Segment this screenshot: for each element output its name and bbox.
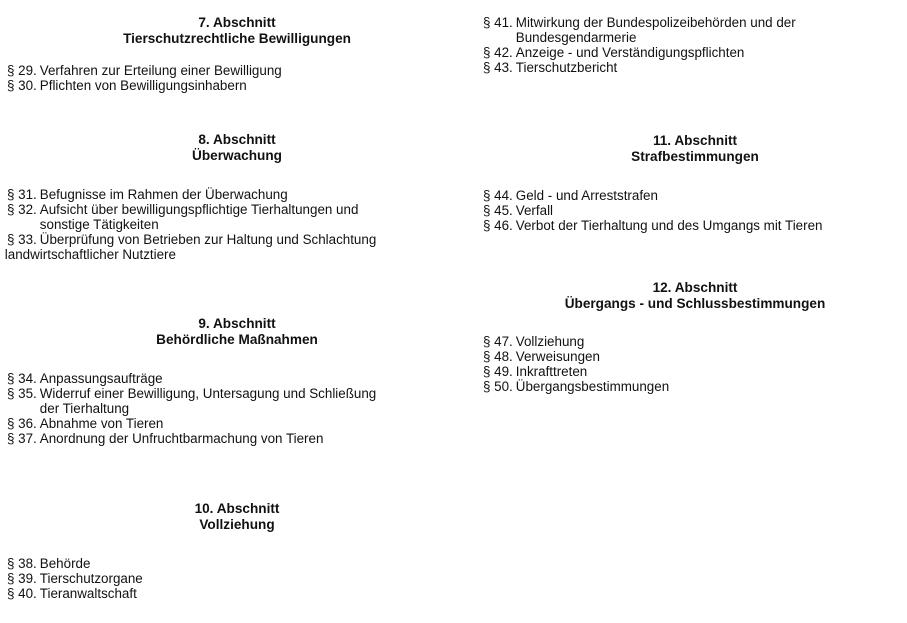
entry-title: Vollziehung (515, 334, 585, 349)
section-8-title: 8. Abschnitt (198, 132, 276, 147)
toc-entry-47[interactable] (483, 334, 907, 349)
section-12-subtitle: Übergangs - und Schlussbestimmungen (564, 296, 826, 311)
section-10-subtitle: Vollziehung (199, 517, 275, 532)
entry-number: § 44. (483, 188, 513, 203)
toc-entry-48[interactable] (483, 349, 907, 364)
entry-title: Geld - und Arreststrafen (515, 188, 658, 203)
section-9 (7, 316, 467, 446)
entry-title: Anordnung der Unfruchtbarmachung von Tieren (39, 431, 324, 446)
entry-number: § 47. (483, 334, 513, 349)
entry-number: § 37. (7, 431, 37, 446)
entry-title: Inkrafttreten (515, 364, 588, 379)
toc-entry-43[interactable] (483, 60, 907, 75)
section-8-subtitle: Überwachung (192, 148, 282, 163)
section-11-list (483, 188, 907, 233)
toc-entry-49[interactable] (483, 364, 907, 379)
entry-title-line-2: Bundesgendarmerie (515, 30, 637, 45)
entry-title-line-1: Mitwirkung der Bundespolizeibehörden und der (515, 15, 796, 30)
entry-number: § 40. (7, 586, 37, 601)
section-10-continued (483, 15, 907, 75)
section-8-list (4, 187, 467, 262)
entry-number: § 33. (7, 232, 37, 247)
entry-title: Pflichten von Bewilligungsinhabern (39, 78, 247, 93)
entry-title-line-2: landwirtschaftlicher Nutztiere (4, 247, 176, 262)
entry-title (516, 15, 907, 45)
section-10-title: 10. Abschnitt (194, 501, 280, 516)
section-11-subtitle: Strafbestimmungen (631, 149, 759, 164)
entry-title: Befugnisse im Rahmen der Überwachung (39, 187, 288, 202)
section-9-subtitle: Behördliche Maßnahmen (156, 332, 318, 347)
toc-entry-46[interactable] (483, 218, 907, 233)
entry-number: § 39. (7, 571, 37, 586)
section-12-list (483, 334, 907, 394)
section-11-title: 11. Abschnitt (652, 133, 738, 148)
section-11 (483, 133, 907, 233)
toc-entry-35[interactable] (7, 386, 467, 416)
entry-title: Anzeige - und Verständigungspflichten (515, 45, 745, 60)
entry-number: § 41. (483, 15, 513, 30)
entry-title: Tierschutzbericht (515, 60, 618, 75)
section-10 (7, 501, 467, 601)
entry-number: § 32. (7, 202, 37, 217)
section-7-title: 7. Abschnitt (198, 15, 276, 30)
toc-entry-39[interactable] (7, 571, 467, 586)
section-8 (4, 132, 467, 262)
toc-entry-29[interactable] (7, 63, 467, 78)
entry-number: § 35. (7, 386, 37, 401)
toc-entry-34[interactable] (7, 371, 467, 386)
toc-entry-31[interactable] (7, 187, 467, 202)
section-7-subtitle: Tierschutzrechtliche Bewilligungen (123, 31, 351, 46)
toc-entry-40[interactable] (7, 586, 467, 601)
toc-entry-33[interactable] (4, 232, 467, 262)
entry-number: § 29. (7, 63, 37, 78)
entry-number: § 48. (483, 349, 513, 364)
entry-number: § 42. (483, 45, 513, 60)
entry-title: Abnahme von Tieren (39, 416, 164, 431)
entry-title: Behörde (39, 556, 91, 571)
entry-title-line-1: Aufsicht über bewilligungspflichtige Tierhaltungen und (39, 202, 359, 217)
entry-title (40, 202, 467, 232)
entry-title: Verbot der Tierhaltung und des Umgangs mit Tieren (515, 218, 823, 233)
entry-title: Verfall (515, 203, 554, 218)
entry-title-line-1: Widerruf einer Bewilligung, Untersagung und Schließung (39, 386, 377, 401)
entry-number: § 34. (7, 371, 37, 386)
entry-title: Verweisungen (515, 349, 600, 364)
toc-entry-42[interactable] (483, 45, 907, 60)
section-12 (483, 280, 907, 394)
entry-number: § 38. (7, 556, 37, 571)
entry-title-line-1: Überprüfung von Betrieben zur Haltung und Schlachtung (39, 232, 377, 247)
entry-title: Tierschutzorgane (39, 571, 143, 586)
section-7-list (7, 63, 467, 93)
entry-number: § 43. (483, 60, 513, 75)
entry-title: Tieranwaltschaft (39, 586, 137, 601)
entry-number: § 31. (7, 187, 37, 202)
section-9-list (7, 371, 467, 446)
entry-title-line-2: sonstige Tätigkeiten (39, 217, 159, 232)
entry-title: Übergangsbestimmungen (515, 379, 670, 394)
section-10-continued-list (483, 15, 907, 75)
entry-number: § 45. (483, 203, 513, 218)
toc-entry-30[interactable] (7, 78, 467, 93)
entry-title-line-2: der Tierhaltung (39, 401, 130, 416)
section-10-list (7, 556, 467, 601)
entry-number: § 36. (7, 416, 37, 431)
entry-number: § 30. (7, 78, 37, 93)
toc-entry-38[interactable] (7, 556, 467, 571)
toc-entry-45[interactable] (483, 203, 907, 218)
entry-number: § 49. (483, 364, 513, 379)
toc-entry-36[interactable] (7, 416, 467, 431)
toc-entry-50[interactable] (483, 379, 907, 394)
entry-title (40, 386, 467, 416)
section-9-title: 9. Abschnitt (198, 316, 276, 331)
entry-number: § 46. (483, 218, 513, 233)
entry-number: § 50. (483, 379, 513, 394)
section-12-title: 12. Abschnitt (652, 280, 738, 295)
toc-entry-41[interactable] (483, 15, 907, 45)
toc-entry-37[interactable] (7, 431, 467, 446)
toc-entry-32[interactable] (7, 202, 467, 232)
section-7 (7, 15, 467, 93)
toc-entry-44[interactable] (483, 188, 907, 203)
entry-title: Verfahren zur Erteilung einer Bewilligung (39, 63, 282, 78)
entry-title: Anpassungsaufträge (39, 371, 163, 386)
